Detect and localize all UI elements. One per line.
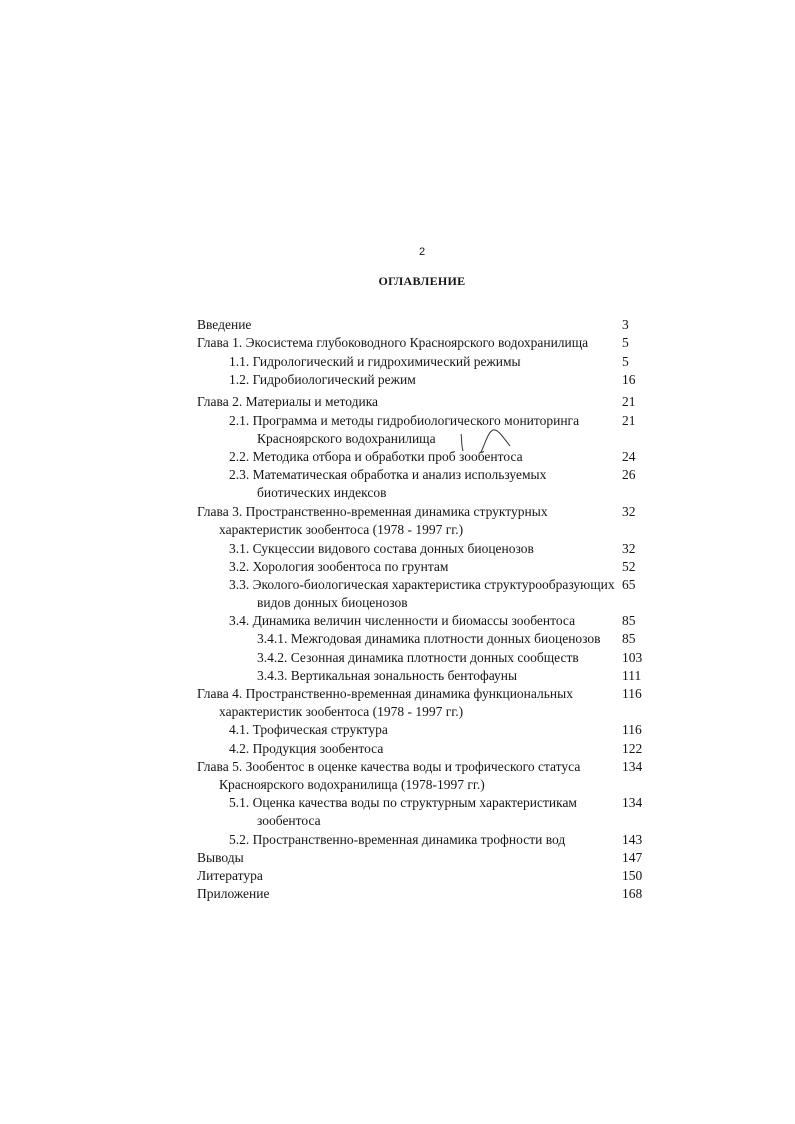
toc-entry-page: 21 <box>622 413 636 428</box>
toc-entry-line: 2.1. Программа и методы гидробиологического мониторинга <box>229 413 580 428</box>
toc-entry-page: 52 <box>622 559 636 574</box>
toc-entry-line: характеристик зообентоса (1978 - 1997 гг.) <box>219 522 464 537</box>
toc-entry-page: 143 <box>622 832 643 847</box>
toc-entry-title <box>257 649 579 667</box>
toc-entry-page: 3 <box>622 317 629 332</box>
toc-entry-page: 111 <box>622 668 642 683</box>
toc-entry-title <box>197 503 548 539</box>
toc-entry-title <box>229 353 521 371</box>
toc-entry-line: характеристик зообентоса (1978 - 1997 гг.) <box>219 704 464 719</box>
toc-entry-line: Глава 1. Экосистема глубоководного Красноярского водохранилища <box>197 335 589 350</box>
toc-entry-line: 3.1. Сукцессии видового состава донных биоценозов <box>229 541 534 556</box>
toc-entry-title <box>197 393 378 411</box>
toc-entry-line: Выводы <box>197 850 244 865</box>
toc-entry-page: 150 <box>622 868 643 883</box>
toc-entry-title <box>229 740 383 758</box>
toc-entry-page: 168 <box>622 886 643 901</box>
toc-entry-title <box>229 371 416 389</box>
toc-entry-title <box>229 558 448 576</box>
toc-entry-line: 3.4. Динамика величин численности и биомассы зообентоса <box>229 613 576 628</box>
toc-entry-title <box>229 540 534 558</box>
toc-entry-title <box>229 831 565 849</box>
toc-entry-page: 26 <box>622 467 636 482</box>
toc-entry-page: 85 <box>622 613 636 628</box>
toc-entry-title <box>257 630 601 648</box>
toc-entry-title <box>229 612 575 630</box>
toc-entry-page: 32 <box>622 504 636 519</box>
toc-entry-line: биотических индексов <box>257 485 387 500</box>
toc-entry-title <box>197 885 269 903</box>
toc-entry-title <box>229 721 388 739</box>
toc-entry-line: 2.2. Методика отбора и обработки проб зообентоса <box>229 449 523 464</box>
toc-entry-line: 2.3. Математическая обработка и анализ используемых <box>229 467 547 482</box>
toc-entry-line: Красноярского водохранилища (1978-1997 гг.) <box>219 777 485 792</box>
toc-entry-page: 122 <box>622 741 643 756</box>
toc-entry-page: 134 <box>622 759 643 774</box>
toc-entry-page: 85 <box>622 631 636 646</box>
toc-entry-line: Глава 5. Зообентос в оценке качества воды и трофического статуса <box>197 759 581 774</box>
toc-entry-line: Глава 4. Пространственно-временная динамика функциональных <box>197 686 573 701</box>
page-number: 2 <box>418 246 426 258</box>
toc-entry-line: Приложение <box>197 886 270 901</box>
toc-entry-title <box>257 667 517 685</box>
toc-entry-line: 3.3. Эколого-биологическая характеристика структурообразующих <box>229 577 615 592</box>
toc-entry-line: 3.4.2. Сезонная динамика плотности донных сообществ <box>257 650 579 665</box>
toc-entry-page: 134 <box>622 795 643 810</box>
toc-heading: ОГЛАВЛЕНИЕ <box>378 274 466 288</box>
toc-entry-page: 24 <box>622 449 636 464</box>
toc-entry-page: 16 <box>622 372 636 387</box>
toc-entry-page: 5 <box>622 335 629 350</box>
toc-entry-page: 147 <box>622 850 643 865</box>
toc-entry-line: 3.2. Хорология зообентоса по грунтам <box>229 559 449 574</box>
toc-entry-line: 4.2. Продукция зообентоса <box>229 741 384 756</box>
toc-entry-page: 5 <box>622 354 629 369</box>
toc-entry-title <box>229 466 546 502</box>
toc-entry-title <box>229 412 579 448</box>
toc-entry-line: видов донных биоценозов <box>257 595 408 610</box>
toc-entry-title <box>197 334 588 352</box>
toc-entry-line: 3.4.3. Вертикальная зональность бентофауны <box>257 668 518 683</box>
toc-entry-page: 65 <box>622 577 636 592</box>
toc-entry-line: 5.2. Пространственно-временная динамика трофности вод <box>229 832 566 847</box>
toc-entry-line: 1.2. Гидробиологический режим <box>229 372 416 387</box>
toc-entry-line: Литература <box>197 868 263 883</box>
toc-entry-line: зообентоса <box>257 813 321 828</box>
toc-entry-title <box>229 448 523 466</box>
toc-entry-line: Глава 3. Пространственно-временная динамика структурных <box>197 504 548 519</box>
toc-entry-line: Глава 2. Материалы и методика <box>197 394 379 409</box>
toc-entry-line: Красноярского водохранилища <box>257 431 436 446</box>
toc-entry-line: 4.1. Трофическая структура <box>229 722 388 737</box>
toc-entry-line: 5.1. Оценка качества воды по структурным характеристикам <box>229 795 577 810</box>
toc-entry-page: 32 <box>622 541 636 556</box>
toc-entry-title <box>197 867 263 885</box>
toc-entry-page: 116 <box>622 722 642 737</box>
toc-entry-line: 3.4.1. Межгодовая динамика плотности донных биоценозов <box>257 631 601 646</box>
toc-entry-title <box>229 576 615 612</box>
toc-entry-line: Введение <box>197 317 252 332</box>
toc-entry-title <box>197 685 573 721</box>
toc-entry-line: 1.1. Гидрологический и гидрохимический режимы <box>229 354 521 369</box>
toc-entry-title <box>197 758 580 794</box>
toc-entry-page: 103 <box>622 650 643 665</box>
toc-entry-title <box>197 849 244 867</box>
toc-entry-title <box>229 794 577 830</box>
toc-entry-title <box>197 316 251 334</box>
toc-entry-page: 116 <box>622 686 642 701</box>
toc-entry-page: 21 <box>622 394 636 409</box>
